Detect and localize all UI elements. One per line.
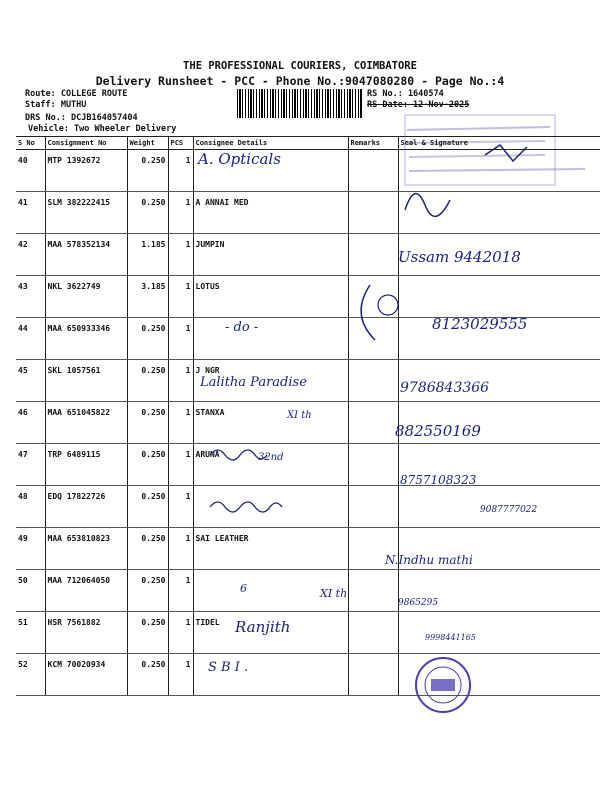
signature-47: 8757108323 (400, 473, 477, 487)
row-sno: 49 (16, 528, 45, 570)
rs-date: RS Date: 12-Nov-2025 (367, 100, 470, 110)
row-consignee: ARUNA (193, 444, 348, 486)
signature-45: 9786843366 (400, 380, 490, 396)
col-consignment: Consignment No (45, 137, 127, 150)
vehicle-label: Vehicle: Two Wheeler Delivery (28, 124, 177, 134)
row-remarks (348, 360, 398, 402)
row-remarks (348, 444, 398, 486)
row-remarks (348, 402, 398, 444)
row-sno: 46 (16, 402, 45, 444)
row-remarks (348, 234, 398, 276)
row-consignee: STANXA (193, 402, 348, 444)
row-weight: 0.250 (127, 444, 168, 486)
drs-number: DRS No.: DCJB164057404 (25, 113, 138, 123)
row-weight: 0.250 (127, 486, 168, 528)
row-consignee: JUMPIN (193, 234, 348, 276)
row-sno: 50 (16, 570, 45, 612)
col-sno: S No (16, 137, 45, 150)
table-row (16, 570, 600, 612)
row-weight: 0.250 (127, 150, 168, 192)
row-weight: 0.250 (127, 528, 168, 570)
col-consignee: Consignee Details (193, 137, 348, 150)
signature-48: 9087777022 (480, 505, 538, 515)
row-sno: 41 (16, 192, 45, 234)
row-consignment: NKL 3622749 (45, 276, 127, 318)
handwriting-consignee-52: S B I . (208, 660, 249, 675)
table-row (16, 654, 600, 696)
row-remarks (348, 612, 398, 654)
tamil-script-icon (205, 440, 285, 465)
row-pcs: 1 (168, 486, 193, 528)
row-pcs: 1 (168, 150, 193, 192)
table-row (16, 612, 600, 654)
row-sno: 48 (16, 486, 45, 528)
row-pcs: 1 (168, 444, 193, 486)
barcode (237, 89, 362, 118)
row-weight: 0.250 (127, 654, 168, 696)
row-consignment: SKL 1057561 (45, 360, 127, 402)
row-pcs: 1 (168, 402, 193, 444)
row-consignment: MTP 1392672 (45, 150, 127, 192)
table-row (16, 276, 600, 318)
row-sno: 45 (16, 360, 45, 402)
row-pcs: 1 (168, 528, 193, 570)
row-consignee: LOTUS (193, 276, 348, 318)
table-header-row (16, 137, 600, 150)
col-seal: Seal & Signature (398, 137, 600, 150)
rs-number: RS No.: 1640574 (367, 89, 444, 99)
row-weight: 0.250 (127, 318, 168, 360)
handwriting-consignee-50b: XI th (320, 587, 348, 600)
table-row (16, 528, 600, 570)
signature-scribble-icon (395, 180, 515, 220)
handwriting-consignee-51: Ranjith (235, 618, 291, 636)
row-weight: 0.250 (127, 192, 168, 234)
signature-46: 882550169 (395, 422, 481, 440)
row-weight: 1.185 (127, 234, 168, 276)
table-row (16, 444, 600, 486)
row-consignee (193, 318, 348, 360)
row-consignee: A ANNAI MED (193, 192, 348, 234)
row-consignment: SLM 382222415 (45, 192, 127, 234)
signature-scribble-icon (350, 280, 430, 350)
tamil-script-icon (205, 495, 295, 520)
signature-42: Ussam 9442018 (398, 248, 521, 266)
row-sno: 52 (16, 654, 45, 696)
signature-44: 8123029555 (432, 315, 528, 333)
row-pcs: 1 (168, 192, 193, 234)
row-consignment: KCM 70020934 (45, 654, 127, 696)
row-consignment: TRP 6489115 (45, 444, 127, 486)
handwriting-consignee-45: Lalitha Paradise (200, 375, 307, 390)
row-pcs: 1 (168, 570, 193, 612)
row-weight: 0.250 (127, 612, 168, 654)
row-consignment: MAA 651045822 (45, 402, 127, 444)
row-remarks (348, 654, 398, 696)
row-pcs: 1 (168, 612, 193, 654)
col-pcs: PCS (168, 137, 193, 150)
signature-51: 9865295 (398, 598, 439, 608)
row-sno: 43 (16, 276, 45, 318)
staff-label: Staff: MUTHU (25, 100, 87, 110)
row-sno: 44 (16, 318, 45, 360)
row-remarks (348, 570, 398, 612)
row-sno: 51 (16, 612, 45, 654)
col-weight: Weight (127, 137, 168, 150)
handwriting-consignee-50a: 6 (240, 582, 247, 595)
handwriting-consignee-40: A. Opticals (198, 150, 281, 168)
signature-49: N.Indhu mathi (385, 553, 473, 567)
signature-51b: 9998441165 (425, 633, 476, 642)
row-remarks (348, 486, 398, 528)
handwriting-consignee-46: XI th (287, 410, 312, 421)
row-consignee: SAI LEATHER (193, 528, 348, 570)
route-label: Route: COLLEGE ROUTE (25, 89, 128, 99)
row-remarks (348, 150, 398, 192)
runsheet-title: THE PROFESSIONAL COURIERS, COIMBATORE (183, 60, 417, 72)
row-weight: 0.250 (127, 360, 168, 402)
row-consignee: J NGR (193, 360, 348, 402)
row-consignment: MAA 712064050 (45, 570, 127, 612)
row-pcs: 1 (168, 318, 193, 360)
row-consignment: MAA 650933346 (45, 318, 127, 360)
row-weight: 3.185 (127, 276, 168, 318)
table-row (16, 402, 600, 444)
row-pcs: 1 (168, 234, 193, 276)
row-pcs: 1 (168, 276, 193, 318)
row-consignment: EDQ 17822726 (45, 486, 127, 528)
row-weight: 0.250 (127, 402, 168, 444)
sbi-seal-icon (413, 655, 473, 715)
row-consignment: HSR 7561882 (45, 612, 127, 654)
handwriting-consignee-44: - do - (225, 320, 259, 335)
row-pcs: 1 (168, 360, 193, 402)
table-row (16, 360, 600, 402)
runsheet-subtitle: Delivery Runsheet - PCC - Phone No.:9047080280 - Page No.:4 (95, 74, 505, 88)
row-remarks (348, 192, 398, 234)
row-sno: 42 (16, 234, 45, 276)
handwriting-consignee-47: 32nd (258, 452, 284, 463)
row-consignee: TIDEL (193, 612, 348, 654)
col-remarks: Remarks (348, 137, 398, 150)
row-sno: 47 (16, 444, 45, 486)
row-consignment: MAA 578352134 (45, 234, 127, 276)
row-weight: 0.250 (127, 570, 168, 612)
row-consignment: MAA 653810823 (45, 528, 127, 570)
row-pcs: 1 (168, 654, 193, 696)
row-sno: 40 (16, 150, 45, 192)
